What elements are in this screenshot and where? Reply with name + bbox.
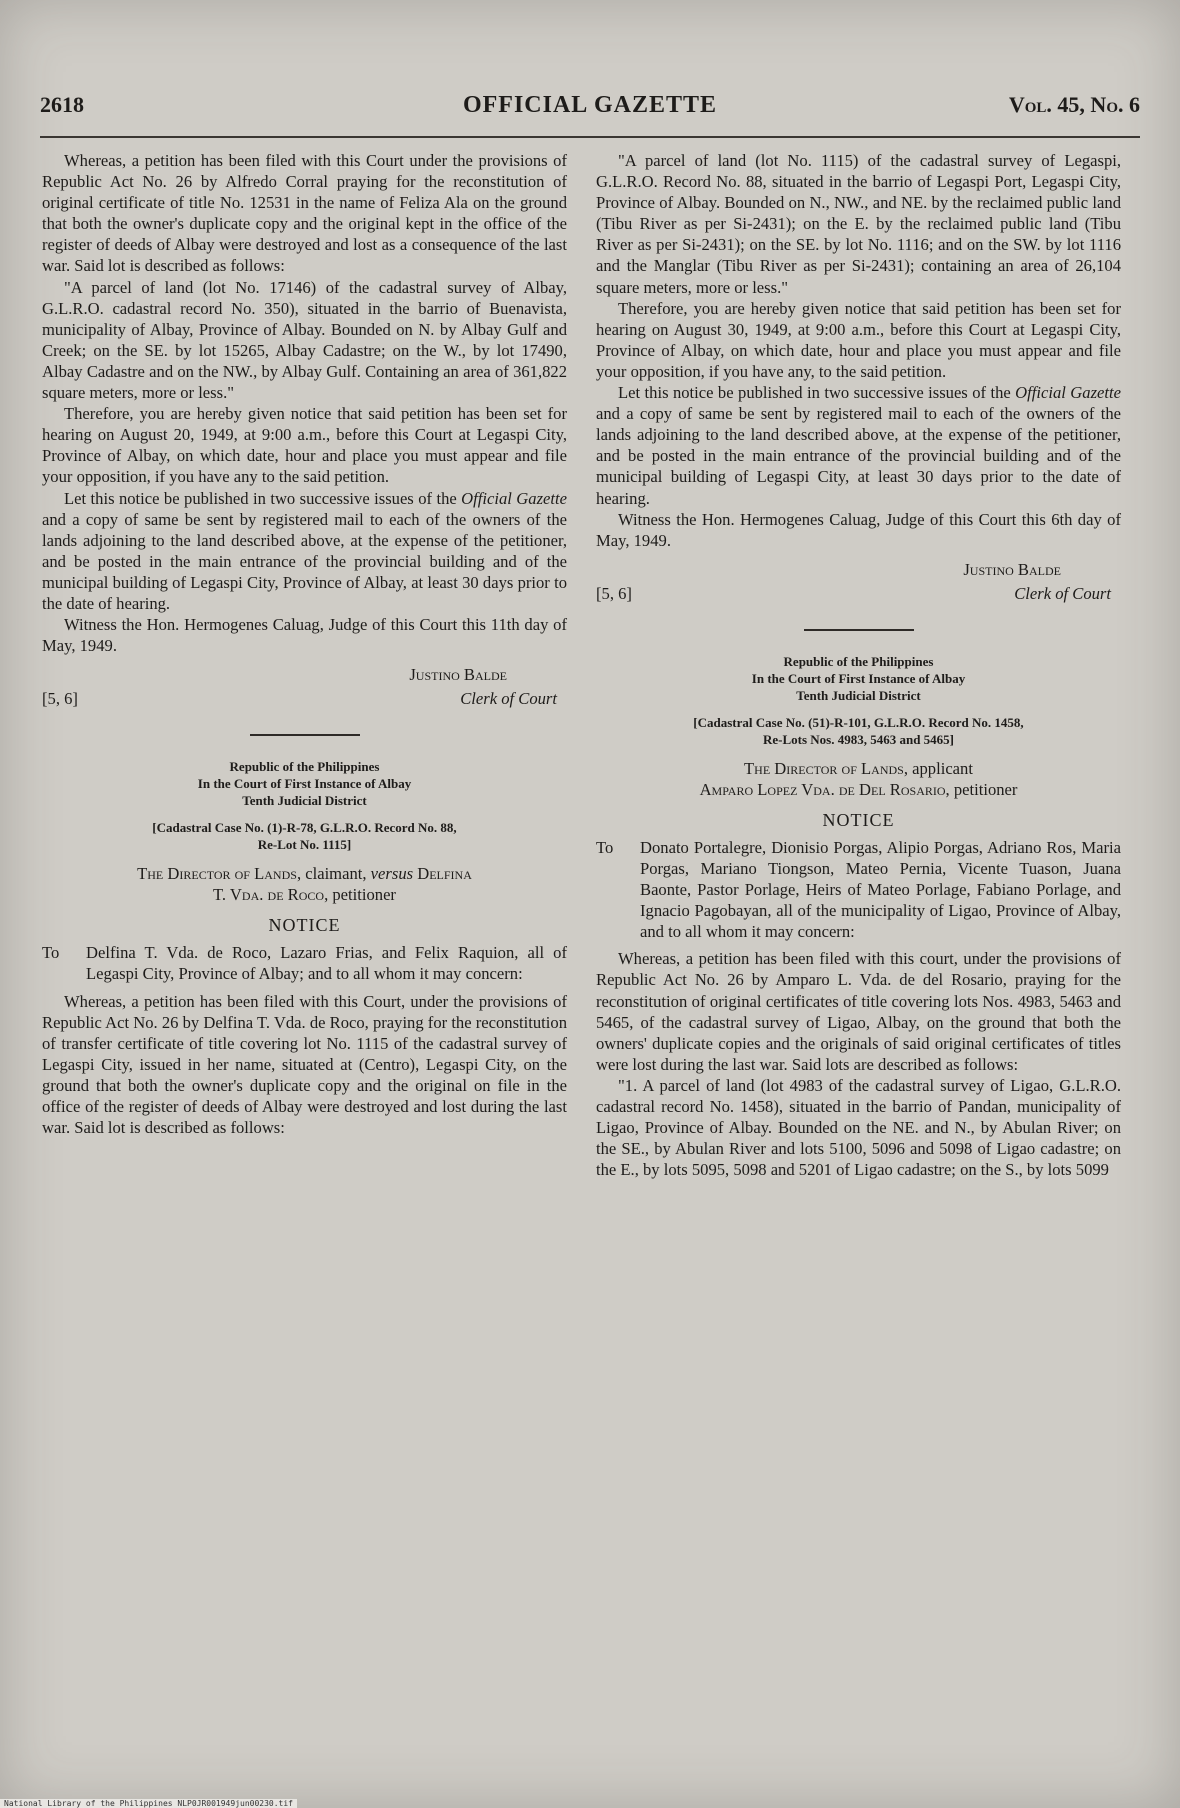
text-run: , petitioner <box>945 779 1018 799</box>
right-column <box>596 150 1121 1180</box>
signatory-role: Clerk of Court <box>1014 583 1111 603</box>
section-divider <box>250 734 360 736</box>
publication-title: OFFICIAL GAZETTE <box>462 92 718 118</box>
addressees <box>42 942 567 984</box>
party-name: T. Vda. de Roco <box>213 885 325 905</box>
page-header <box>40 92 1140 132</box>
page-number: 2618 <box>40 92 84 117</box>
party-line <box>42 884 567 905</box>
lot-description: "A parcel of land (lot No. 17146) of the cadastral survey of Albay, G.L.R.O. cadastral record No. 350), situated in the barrio of Buenavista, municipality of Albay, Province of Albay. Bounded on N. by Albay Gulf and Creek; on the SE. by lot 15265, Albay Cadastre; on the W., by lot 17490, Albay Cadastre and on the NW., by Albay Gulf. Containing an area of 361,822 square meters, more or less." <box>42 277 567 403</box>
signatory-name: Justino Balde <box>963 559 1061 579</box>
signature-block <box>596 559 1121 607</box>
to-label: To <box>42 943 60 963</box>
issue-tag: [5, 6] <box>596 583 632 603</box>
paragraph <box>596 382 1121 509</box>
text-run: , petitioner <box>324 885 396 905</box>
paragraph: Therefore, you are hereby given notice that said petition has been set for hearing on August 30, 1949, at 9:00 a.m., before this Court at Legaspi City, Province of Albay, on which date, hour and place you must appear and file your opposition, if you have any, to the said petition. <box>596 298 1121 381</box>
text-run: and a copy of same be sent by registered mail to each of the owners of the lands adjoining to the land described above, at the expense of the petitioner, and be posted in the main entrance of the provincial building and of the municipal building of Legaspi City, Province of Albay, at least 30 days prior to the date of hearing. <box>42 509 567 613</box>
issue-tag: [5, 6] <box>42 689 78 709</box>
section-divider <box>804 629 914 631</box>
scan-footer: National Library of the Philippines NLP0JR001949jun00230.tif <box>0 1799 297 1808</box>
court-line: Republic of the Philippines <box>229 759 380 775</box>
signature-block <box>42 664 567 712</box>
header-rule <box>40 136 1140 138</box>
parties <box>42 863 567 905</box>
paragraph <box>42 488 567 615</box>
case-line: [Cadastral Case No. (1)-R-78, G.L.R.O. Record No. 88, <box>152 820 457 836</box>
text-run: Let this notice be published in two successive issues of the <box>618 383 1016 403</box>
paragraph: Therefore, you are hereby given notice that said petition has been set for hearing on August 20, 1949, at 9:00 a.m., before this Court at Legaspi City, Province of Albay, on which date, hour and place you must appear and file your opposition, if you have any to the said petition. <box>42 404 567 487</box>
case-reference <box>596 714 1121 748</box>
court-line: In the Court of First Instance of Albay <box>751 670 966 686</box>
signatory-role: Clerk of Court <box>460 689 557 709</box>
versus: versus <box>370 864 414 884</box>
case-reference <box>42 819 567 853</box>
party-line <box>42 863 567 884</box>
paragraph: Whereas, a petition has been filed with this Court, under the provisions of Republic Act No. 26 by Delfina T. Vda. de Roco, praying for the reconstitution of transfer certificate of title covering lot No. 1115 of the cadastral survey of Legaspi City, issued in her name, situated at (Centro), Legaspi City, on the ground that both the owner's duplicate copy and the original on file in the office of the register of deeds of Albay were destroyed and lost during the last war. Said lot is described as follows: <box>42 991 567 1138</box>
to-label: To <box>596 837 614 857</box>
court-line: Tenth Judicial District <box>796 687 921 703</box>
addressee-list: Donato Portalegre, Dionisio Porgas, Alipio Porgas, Adriano Ros, Maria Porgas, Mariano Tiongson, Mateo Pernia, Vicente Tuason, Juana Baonte, Pastor Porlage, Heirs of Mateo Porlage, Fabiano Porlage, and Ignacio Pagobayan, all of the municipality of Ligao, Province of Albay, and to all whom it may concern: <box>640 837 1121 942</box>
text-run: , claimant, <box>296 864 371 884</box>
court-line: Tenth Judicial District <box>242 793 367 809</box>
party-line <box>596 758 1121 779</box>
notice-heading: NOTICE <box>268 915 341 936</box>
text-run: and a copy of same be sent by registered mail to each of the owners of the lands adjoining to the land described above, at the expense of the petitioner, and be posted in the main entrance of the provincial building and of the municipal building of Legaspi City, at least 30 days prior to the date of hearing. <box>596 404 1121 508</box>
lot-description: "A parcel of land (lot No. 1115) of the cadastral survey of Legaspi, G.L.R.O. Record No. 88, situated in the barrio of Legaspi Port, Legaspi City, Province of Albay. Bounded on N., NW., and NE. by the reclaimed public land (Tibu River as per Si-2431); on the E. by the reclaimed public land (Tibu River as per Si-2431); on the SE. by lot No. 1116; and on the SW. by lot 1116 and the Manglar (Tibu River as per Si-2431); containing an area of 26,104 square meters, more or less." <box>596 151 1121 297</box>
case-line: Re-Lot No. 1115] <box>257 837 352 853</box>
paragraph: Whereas, a petition has been filed with this Court under the provisions of Republic Act No. 26 by Alfredo Corral praying for the reconstitution of original certificate of title No. 12531 in the name of Feliza Ala on the ground that both the owner's duplicate copy and the original kept in the office of the register of deeds of Albay were destroyed and lost as a consequence of the last war. Said lot is described as follows: <box>42 151 567 276</box>
volume-issue: Vol. 45, No. 6 <box>1008 92 1140 117</box>
lot-description: "1. A parcel of land (lot 4983 of the cadastral survey of Ligao, G.L.R.O. cadastral record No. 1458), situated in the barrio of Pandan, municipality of Ligao, Province of Albay. Bounded on the NE. and N., by Abulan River; on the SE., by Abulan River and lots 5100, 5096 and 5098 of Ligao cadastre; on the E., by lots 5095, 5098 and 5201 of Ligao cadastre; on the S., by lots 5099 <box>596 1075 1121 1180</box>
parties <box>596 758 1121 800</box>
party-name: The Director of Lands <box>137 864 297 884</box>
party-name: Delfina <box>413 864 472 884</box>
gazette-italic: Official Gazette <box>1015 383 1121 403</box>
left-column <box>42 150 567 1138</box>
case-line: [Cadastral Case No. (51)-R-101, G.L.R.O. Record No. 1458, <box>693 714 1024 730</box>
court-heading <box>42 758 567 809</box>
text-run: Let this notice be published in two successive issues of the <box>64 488 462 508</box>
court-line: Republic of the Philippines <box>783 653 934 669</box>
court-line: In the Court of First Instance of Albay <box>197 776 412 792</box>
case-line: Re-Lots Nos. 4983, 5463 and 5465] <box>762 731 955 747</box>
signatory-name: Justino Balde <box>409 665 507 685</box>
court-heading <box>596 653 1121 704</box>
paragraph: Witness the Hon. Hermogenes Caluag, Judge of this Court this 6th day of May, 1949. <box>596 509 1121 550</box>
party-line <box>596 779 1121 800</box>
gazette-italic: Official Gazette <box>461 488 567 508</box>
addressees <box>596 837 1121 942</box>
addressee-list: Delfina T. Vda. de Roco, Lazaro Frias, and Felix Raquion, all of Legaspi City, Province of Albay; and to all whom it may concern: <box>86 943 567 984</box>
paragraph: Whereas, a petition has been filed with this court, under the provisions of Republic Act No. 26 by Amparo L. Vda. de del Rosario, praying for the reconstitution of original certificates of title covering lots Nos. 4983, 5463 and 5465, of the cadastral survey of Ligao, Albay, on the ground that both the owners' duplicate copies and the originals of said original certificates of titles were lost during the last war. Said lots are described as follows: <box>596 949 1121 1074</box>
party-name: The Director of Lands <box>744 758 904 778</box>
text-run: , applicant <box>903 758 973 778</box>
paragraph: Witness the Hon. Hermogenes Caluag, Judge of this Court this 11th day of May, 1949. <box>42 615 567 656</box>
party-name: Amparo Lopez Vda. de Del Rosario <box>699 779 946 799</box>
notice-heading: NOTICE <box>822 809 895 830</box>
